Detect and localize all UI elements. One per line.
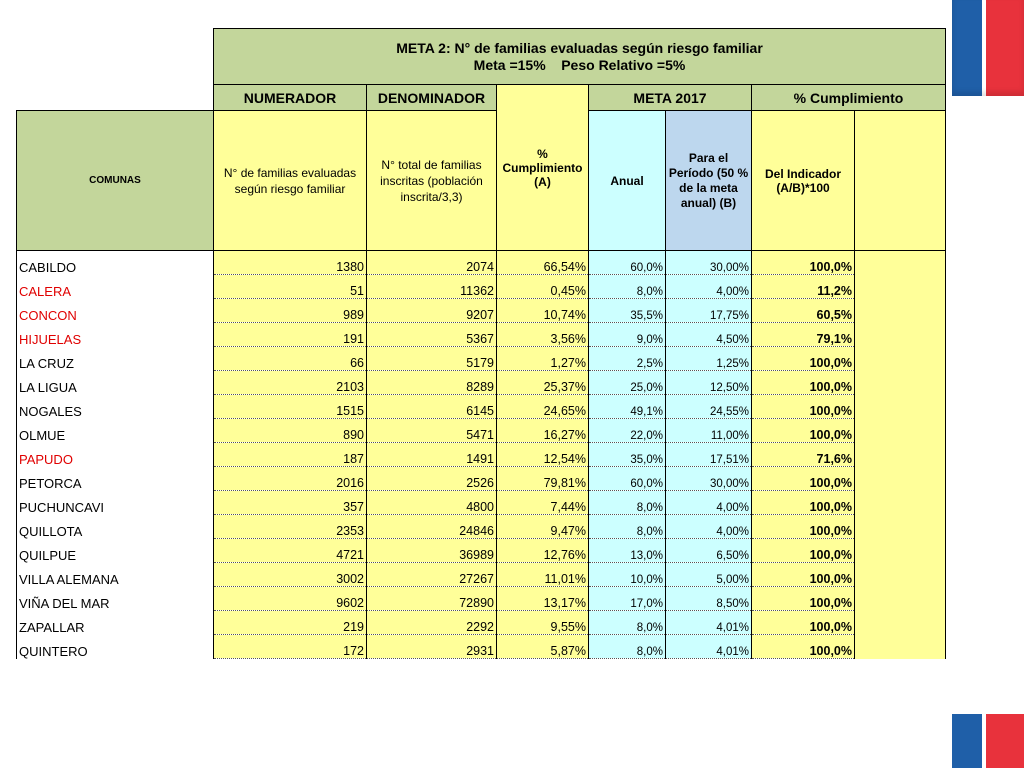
blank-corner <box>17 29 214 85</box>
cell-cumplimiento-indicador: 100,0% <box>752 251 855 275</box>
cell-empty <box>855 299 946 323</box>
cell-numerador: 2016 <box>214 467 367 491</box>
cell-meta-anual: 35,0% <box>589 443 666 467</box>
cell-pct-cumplimiento: 1,27% <box>497 347 589 371</box>
cell-pct-cumplimiento: 10,74% <box>497 299 589 323</box>
cell-meta-anual: 2,5% <box>589 347 666 371</box>
title-line-2: Meta =15% Peso Relativo =5% <box>473 56 686 73</box>
cell-cumplimiento-indicador: 100,0% <box>752 491 855 515</box>
cell-pct-cumplimiento: 9,47% <box>497 515 589 539</box>
cell-comuna: VIÑA DEL MAR <box>17 587 214 611</box>
cell-numerador: 219 <box>214 611 367 635</box>
cell-empty <box>855 371 946 395</box>
cell-meta-periodo: 17,75% <box>666 299 752 323</box>
header-den-desc: N° total de familias inscritas (población inscrita/3,3) <box>367 111 497 251</box>
table-body <box>17 251 946 659</box>
header-cumplimiento: % Cumplimiento <box>752 85 946 111</box>
table-row <box>17 443 946 467</box>
cell-denominador: 11362 <box>367 275 497 299</box>
cell-pct-cumplimiento: 3,56% <box>497 323 589 347</box>
cell-meta-periodo: 6,50% <box>666 539 752 563</box>
cell-pct-cumplimiento: 24,65% <box>497 395 589 419</box>
cell-meta-anual: 8,0% <box>589 491 666 515</box>
cell-cumplimiento-indicador: 79,1% <box>752 323 855 347</box>
cell-empty <box>855 395 946 419</box>
cell-comuna: QUILLOTA <box>17 515 214 539</box>
cell-denominador: 36989 <box>367 539 497 563</box>
table-row <box>17 587 946 611</box>
cell-cumplimiento-indicador: 71,6% <box>752 443 855 467</box>
meta-table <box>16 28 946 659</box>
cell-denominador: 2292 <box>367 611 497 635</box>
cell-comuna: PAPUDO <box>17 443 214 467</box>
table-row <box>17 539 946 563</box>
table-row <box>17 515 946 539</box>
cell-cumplimiento-indicador: 100,0% <box>752 635 855 659</box>
cell-pct-cumplimiento: 16,27% <box>497 419 589 443</box>
cell-comuna: OLMUE <box>17 419 214 443</box>
table-row <box>17 323 946 347</box>
cell-numerador: 2353 <box>214 515 367 539</box>
cell-comuna: CONCON <box>17 299 214 323</box>
cell-meta-periodo: 4,00% <box>666 515 752 539</box>
cell-meta-anual: 60,0% <box>589 251 666 275</box>
cell-denominador: 4800 <box>367 491 497 515</box>
cell-empty <box>855 539 946 563</box>
flag-decoration-top <box>952 0 1024 96</box>
table-row <box>17 395 946 419</box>
cell-meta-periodo: 30,00% <box>666 251 752 275</box>
table-row <box>17 251 946 275</box>
cell-numerador: 9602 <box>214 587 367 611</box>
cell-cumplimiento-indicador: 100,0% <box>752 395 855 419</box>
cell-numerador: 4721 <box>214 539 367 563</box>
cell-denominador: 2526 <box>367 467 497 491</box>
cell-empty <box>855 275 946 299</box>
flag-decoration-bottom <box>952 714 1024 768</box>
cell-denominador: 5471 <box>367 419 497 443</box>
cell-denominador: 2931 <box>367 635 497 659</box>
cell-cumplimiento-indicador: 100,0% <box>752 515 855 539</box>
cell-denominador: 8289 <box>367 371 497 395</box>
cell-meta-anual: 8,0% <box>589 515 666 539</box>
cell-meta-anual: 60,0% <box>589 467 666 491</box>
cell-meta-periodo: 17,51% <box>666 443 752 467</box>
table-row <box>17 491 946 515</box>
cell-meta-periodo: 4,01% <box>666 611 752 635</box>
cell-cumplimiento-indicador: 100,0% <box>752 347 855 371</box>
cell-cumplimiento-indicador: 11,2% <box>752 275 855 299</box>
cell-meta-periodo: 8,50% <box>666 587 752 611</box>
table-row <box>17 371 946 395</box>
title-line-1: META 2: N° de familias evaluadas según riesgo familiar <box>396 39 763 56</box>
cell-cumplimiento-indicador: 100,0% <box>752 587 855 611</box>
cell-meta-anual: 8,0% <box>589 275 666 299</box>
header-numerador: NUMERADOR <box>214 85 367 111</box>
cell-meta-anual: 10,0% <box>589 563 666 587</box>
header-num-desc: N° de familias evaluadas según riesgo familiar <box>214 111 367 251</box>
cell-numerador: 187 <box>214 443 367 467</box>
cell-cumplimiento-indicador: 100,0% <box>752 563 855 587</box>
cell-denominador: 6145 <box>367 395 497 419</box>
cell-comuna: NOGALES <box>17 395 214 419</box>
cell-cumplimiento-indicador: 100,0% <box>752 611 855 635</box>
cell-cumplimiento-indicador: 100,0% <box>752 371 855 395</box>
table-row <box>17 467 946 491</box>
cell-numerador: 890 <box>214 419 367 443</box>
cell-meta-periodo: 4,01% <box>666 635 752 659</box>
cell-meta-periodo: 4,00% <box>666 275 752 299</box>
cell-comuna: CALERA <box>17 275 214 299</box>
cell-meta-anual: 49,1% <box>589 395 666 419</box>
cell-denominador: 24846 <box>367 515 497 539</box>
table-row <box>17 275 946 299</box>
cell-meta-periodo: 5,00% <box>666 563 752 587</box>
cell-denominador: 9207 <box>367 299 497 323</box>
cell-denominador: 72890 <box>367 587 497 611</box>
cell-numerador: 357 <box>214 491 367 515</box>
cell-numerador: 51 <box>214 275 367 299</box>
cell-meta-anual: 17,0% <box>589 587 666 611</box>
header-blank-yellow <box>855 111 946 251</box>
blank-corner-2 <box>17 85 214 111</box>
header-pct-cumplimiento-a-label: % Cumplimiento (A) <box>502 146 583 189</box>
table-row <box>17 635 946 659</box>
cell-meta-anual: 13,0% <box>589 539 666 563</box>
cell-denominador: 1491 <box>367 443 497 467</box>
cell-pct-cumplimiento: 0,45% <box>497 275 589 299</box>
cell-numerador: 191 <box>214 323 367 347</box>
cell-pct-cumplimiento: 66,54% <box>497 251 589 275</box>
cell-numerador: 66 <box>214 347 367 371</box>
cell-comuna: PETORCA <box>17 467 214 491</box>
cell-numerador: 1380 <box>214 251 367 275</box>
header-denominador: DENOMINADOR <box>367 85 497 111</box>
cell-pct-cumplimiento: 11,01% <box>497 563 589 587</box>
cell-cumplimiento-indicador: 60,5% <box>752 299 855 323</box>
cell-comuna: QUILPUE <box>17 539 214 563</box>
cell-denominador: 5179 <box>367 347 497 371</box>
cell-empty <box>855 491 946 515</box>
cell-comuna: LA LIGUA <box>17 371 214 395</box>
header-periodo: Para el Período (50 % de la meta anual) (B) <box>666 111 752 251</box>
cell-meta-periodo: 30,00% <box>666 467 752 491</box>
table-row <box>17 611 946 635</box>
cell-empty <box>855 611 946 635</box>
header-comunas: COMUNAS <box>17 111 214 251</box>
header-pct-cumplimiento-a <box>497 85 589 251</box>
cell-cumplimiento-indicador: 100,0% <box>752 419 855 443</box>
cell-empty <box>855 635 946 659</box>
cell-meta-periodo: 1,25% <box>666 347 752 371</box>
cell-numerador: 3002 <box>214 563 367 587</box>
table-row <box>17 563 946 587</box>
cell-empty <box>855 587 946 611</box>
cell-empty <box>855 563 946 587</box>
cell-meta-anual: 8,0% <box>589 635 666 659</box>
cell-pct-cumplimiento: 12,76% <box>497 539 589 563</box>
cell-pct-cumplimiento: 13,17% <box>497 587 589 611</box>
cell-meta-periodo: 24,55% <box>666 395 752 419</box>
table-row <box>17 299 946 323</box>
cell-empty <box>855 467 946 491</box>
cell-pct-cumplimiento: 5,87% <box>497 635 589 659</box>
cell-cumplimiento-indicador: 100,0% <box>752 467 855 491</box>
cell-empty <box>855 323 946 347</box>
cell-empty <box>855 443 946 467</box>
table-row <box>17 347 946 371</box>
cell-meta-periodo: 11,00% <box>666 419 752 443</box>
cell-pct-cumplimiento: 25,37% <box>497 371 589 395</box>
cell-comuna: PUCHUNCAVI <box>17 491 214 515</box>
cell-comuna: CABILDO <box>17 251 214 275</box>
cell-numerador: 989 <box>214 299 367 323</box>
cell-cumplimiento-indicador: 100,0% <box>752 539 855 563</box>
cell-numerador: 2103 <box>214 371 367 395</box>
cell-meta-anual: 25,0% <box>589 371 666 395</box>
cell-empty <box>855 419 946 443</box>
cell-comuna: VILLA ALEMANA <box>17 563 214 587</box>
cell-meta-anual: 35,5% <box>589 299 666 323</box>
cell-meta-anual: 22,0% <box>589 419 666 443</box>
cell-meta-anual: 8,0% <box>589 611 666 635</box>
cell-numerador: 1515 <box>214 395 367 419</box>
cell-pct-cumplimiento: 79,81% <box>497 467 589 491</box>
cell-meta-periodo: 4,50% <box>666 323 752 347</box>
cell-meta-periodo: 12,50% <box>666 371 752 395</box>
cell-denominador: 2074 <box>367 251 497 275</box>
cell-denominador: 5367 <box>367 323 497 347</box>
cell-comuna: HIJUELAS <box>17 323 214 347</box>
header-meta-2017: META 2017 <box>589 85 752 111</box>
cell-empty <box>855 251 946 275</box>
cell-comuna: LA CRUZ <box>17 347 214 371</box>
cell-meta-anual: 9,0% <box>589 323 666 347</box>
header-anual: Anual <box>589 111 666 251</box>
header-indicador: Del Indicador (A/B)*100 <box>752 111 855 251</box>
cell-comuna: QUINTERO <box>17 635 214 659</box>
cell-pct-cumplimiento: 9,55% <box>497 611 589 635</box>
table-title <box>214 29 946 85</box>
cell-pct-cumplimiento: 12,54% <box>497 443 589 467</box>
table-row <box>17 419 946 443</box>
cell-comuna: ZAPALLAR <box>17 611 214 635</box>
cell-empty <box>855 347 946 371</box>
cell-denominador: 27267 <box>367 563 497 587</box>
cell-numerador: 172 <box>214 635 367 659</box>
cell-pct-cumplimiento: 7,44% <box>497 491 589 515</box>
cell-meta-periodo: 4,00% <box>666 491 752 515</box>
cell-empty <box>855 515 946 539</box>
